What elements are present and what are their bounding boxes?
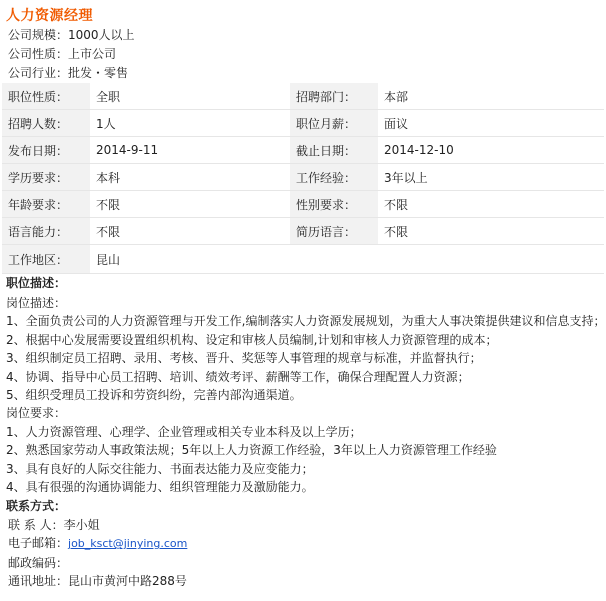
table-value: 2014-9-11 xyxy=(90,137,290,164)
job-info-table xyxy=(2,83,604,274)
description-line: 4、协调、指导中心员工招聘、培训、绩效考评、薪酬等工作，确保合理配置人力资源； xyxy=(6,369,470,384)
contact-heading: 联系方式： xyxy=(6,499,67,513)
table-value: 2014-12-10 xyxy=(378,137,604,164)
table-label: 职位月薪： xyxy=(290,110,378,137)
table-label: 年龄要求： xyxy=(2,191,90,218)
company-scale-value: 1000人以上 xyxy=(68,28,135,42)
contact-info xyxy=(8,516,187,591)
table-label: 学历要求： xyxy=(2,164,90,191)
contact-email-label: 电子邮箱： xyxy=(8,536,69,551)
table-row xyxy=(2,218,604,245)
description-line: 2、根据中心发展需要设置组织机构、设定和审核人员编制,计划和审核人力资源管理的成本； xyxy=(6,332,498,347)
table-row xyxy=(2,83,604,110)
email-link[interactable]: job_ksct@jinying.com xyxy=(68,537,188,551)
description-heading: 职位描述： xyxy=(6,276,67,290)
table-row xyxy=(2,110,604,137)
company-nature-label: 公司性质： xyxy=(8,47,69,61)
table-value: 1人 xyxy=(90,110,290,137)
table-row xyxy=(2,164,604,191)
table-label: 简历语言： xyxy=(290,218,378,245)
table-label: 职位性质： xyxy=(2,83,90,110)
company-industry-row xyxy=(8,64,135,83)
company-scale-label: 公司规模： xyxy=(8,28,69,42)
table-label: 语言能力： xyxy=(2,218,90,245)
table-value: 3年以上 xyxy=(378,164,604,191)
table-label: 招聘部门： xyxy=(290,83,378,110)
table-value: 昆山 xyxy=(90,245,604,274)
table-label: 发布日期： xyxy=(2,137,90,164)
company-nature-value: 上市公司 xyxy=(68,47,117,61)
contact-address-value: 昆山市黄河中路288号 xyxy=(68,574,187,589)
contact-email-row xyxy=(8,534,187,553)
company-info xyxy=(8,26,135,83)
contact-postcode-row xyxy=(8,554,187,572)
table-label: 性别要求： xyxy=(290,191,378,218)
company-industry-value: 批发・零售 xyxy=(68,66,129,80)
table-value: 全职 xyxy=(90,83,290,110)
company-industry-label: 公司行业： xyxy=(8,66,69,80)
description-line: 1、人力资源管理、心理学、企业管理或相关专业本科及以上学历； xyxy=(6,424,362,439)
description-line: 4、具有很强的沟通协调能力、组织管理能力及激励能力。 xyxy=(6,480,314,495)
table-value: 不限 xyxy=(90,218,290,245)
contact-person-row xyxy=(8,516,187,534)
job-title: 人力资源经理 xyxy=(6,8,93,24)
table-value: 不限 xyxy=(90,191,290,218)
contact-address-label: 通讯地址： xyxy=(8,574,69,589)
table-value: 本部 xyxy=(378,83,604,110)
company-nature-row xyxy=(8,45,135,64)
table-value: 不限 xyxy=(378,191,604,218)
table-label: 工作经验： xyxy=(290,164,378,191)
description-line: 1、全面负责公司的人力资源管理与开发工作,编制落实人力资源发展规划，为重大人事决策提供建议和信息支持； xyxy=(6,314,606,329)
table-row xyxy=(2,191,604,218)
contact-person-value: 李小姐 xyxy=(63,518,100,532)
description-line: 2、熟悉国家劳动人事政策法规；5年以上人力资源工作经验，3年以上人力资源管理工作经验 xyxy=(6,443,497,458)
contact-address-row xyxy=(8,572,187,590)
description-line: 岗位要求： xyxy=(6,406,67,421)
description-line: 3、具有良好的人际交往能力、书面表达能力及应变能力； xyxy=(6,461,314,476)
table-label: 工作地区： xyxy=(2,245,90,274)
job-description xyxy=(6,294,605,496)
table-value: 不限 xyxy=(378,218,604,245)
table-row xyxy=(2,245,604,274)
table-value: 本科 xyxy=(90,164,290,191)
description-line: 5、组织受理员工投诉和劳资纠纷，完善内部沟通渠道。 xyxy=(6,388,302,403)
table-label: 截止日期： xyxy=(290,137,378,164)
description-line: 3、组织制定员工招聘、录用、考核、晋升、奖惩等人事管理的规章与标准，并监督执行； xyxy=(6,351,482,366)
description-line: 岗位描述： xyxy=(6,296,67,310)
company-scale-row xyxy=(8,26,135,45)
table-label: 招聘人数： xyxy=(2,110,90,137)
contact-person-label: 联 系 人： xyxy=(8,518,64,532)
table-value: 面议 xyxy=(378,110,604,137)
contact-postcode-label: 邮政编码： xyxy=(8,555,69,570)
table-row xyxy=(2,137,604,164)
